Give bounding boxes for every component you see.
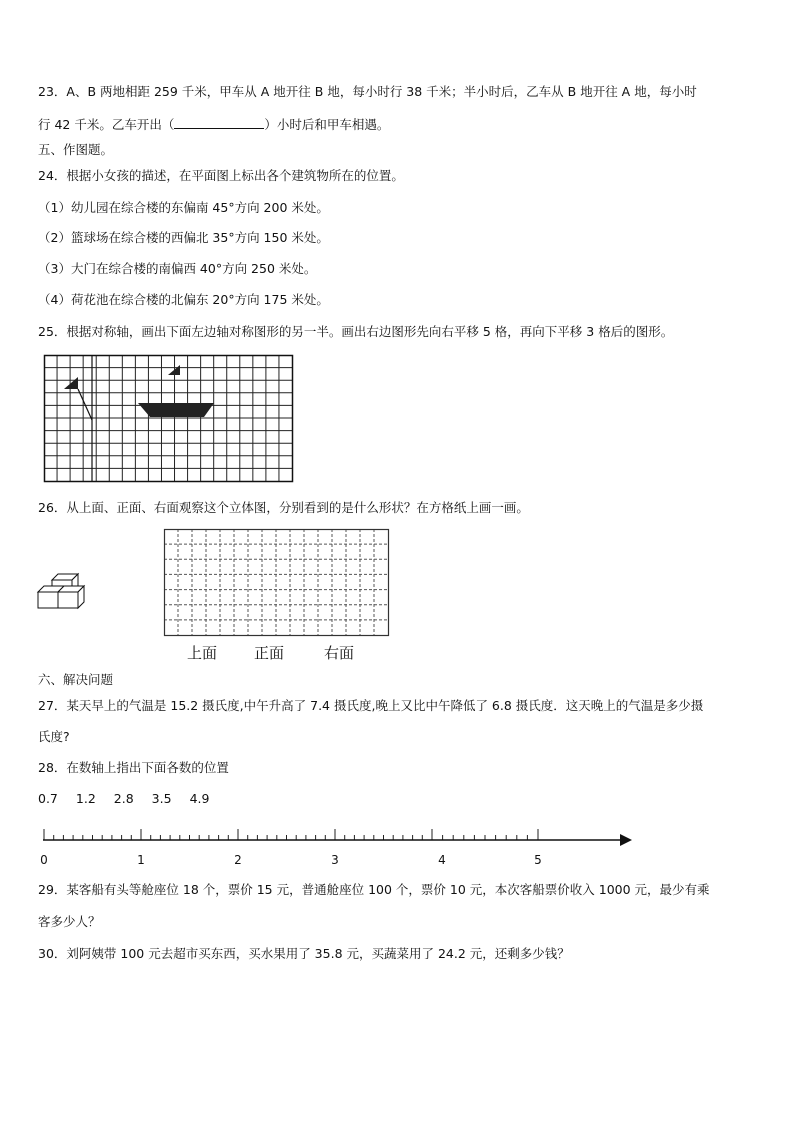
q26-grid	[164, 529, 390, 637]
cube-figure	[38, 572, 98, 612]
arrow-head-icon	[620, 834, 632, 846]
axis-label-3: 3	[331, 853, 339, 867]
half-triangle-shape	[64, 377, 78, 389]
number-1: 0.7	[38, 791, 58, 806]
q29-line2: 客多少人？	[38, 914, 101, 929]
q27-line1: 27．某天早上的气温是 15.2 摄氏度,中午升高了 7.4 摄氏度,晚上又比中午降低了 6.8 摄氏度．这天晚上的气温是多少摄	[38, 698, 704, 713]
q26-stem: 26．从上面、正面、右面观察这个立体图，分别看到的是什么形状？在方格纸上画一画。	[38, 500, 529, 515]
q25-stem: 25．根据对称轴，画出下面左边轴对称图形的另一半。画出右边图形先向右平移 5 格，再向下平移 3 格后的图形。	[38, 324, 674, 339]
q29-line1: 29．某客船有头等舱座位 18 个，票价 15 元，普通舱座位 100 个，票价 10 元，本次客船票价收入 1000 元，最少有乘	[38, 882, 710, 897]
axis-label-5: 5	[534, 853, 542, 867]
q24-item-1: （1）幼儿园在综合楼的东偏南 45°方向 200 米处。	[38, 200, 329, 215]
caption-right-view: 右面	[324, 644, 355, 662]
caption-front-view: 正面	[254, 644, 285, 662]
number-4: 3.5	[151, 791, 172, 806]
axis-label-2: 2	[234, 853, 242, 867]
q24-item-3: （3）大门在综合楼的南偏西 40°方向 250 米处。	[38, 261, 317, 276]
q27-line2: 氏度?	[38, 729, 70, 744]
q28-stem: 28．在数轴上指出下面各数的位置	[38, 760, 229, 775]
axis-label-4: 4	[438, 853, 446, 867]
q24-item-4: （4）荷花池在综合楼的北偏东 20°方向 175 米处。	[38, 292, 329, 307]
q23-line2-b: ）小时后和甲车相遇。	[264, 117, 390, 132]
number-5: 4.9	[189, 791, 210, 806]
q24-stem: 24．根据小女孩的描述，在平面图上标出各个建筑物所在的位置。	[38, 168, 404, 183]
section6-heading: 六、解决问题	[38, 672, 114, 687]
q28-numbers	[38, 791, 227, 807]
q25-grid	[44, 355, 296, 483]
axis-label-1: 1	[137, 853, 145, 867]
q23-line2	[38, 116, 389, 133]
axis-label-0: 0	[40, 853, 48, 867]
number-3: 2.8	[113, 791, 134, 806]
boat-hull-shape	[138, 403, 214, 417]
answer-blank[interactable]	[174, 116, 264, 129]
q30-text: 30．刘阿姨带 100 元去超市买东西，买水果用了 35.8 元，买蔬菜用了 24.2 元，还剩多少钱？	[38, 946, 570, 961]
sail-triangle-shape	[168, 365, 180, 375]
number-line	[38, 826, 638, 870]
number-2: 1.2	[75, 791, 96, 806]
q24-item-2: （2）篮球场在综合楼的西偏北 35°方向 150 米处。	[38, 230, 329, 245]
caption-top-view: 上面	[187, 644, 218, 662]
q23-line2-a: 行 42 千米。乙车开出（	[38, 117, 175, 132]
section5-heading: 五、作图题。	[38, 142, 114, 157]
symmetry-axis	[78, 389, 92, 420]
q23-line1: 23．A、B 两地相距 259 千米，甲车从 A 地开往 B 地，每小时行 38 千米；半小时后，乙车从 B 地开往 A 地，每小时	[38, 84, 697, 99]
